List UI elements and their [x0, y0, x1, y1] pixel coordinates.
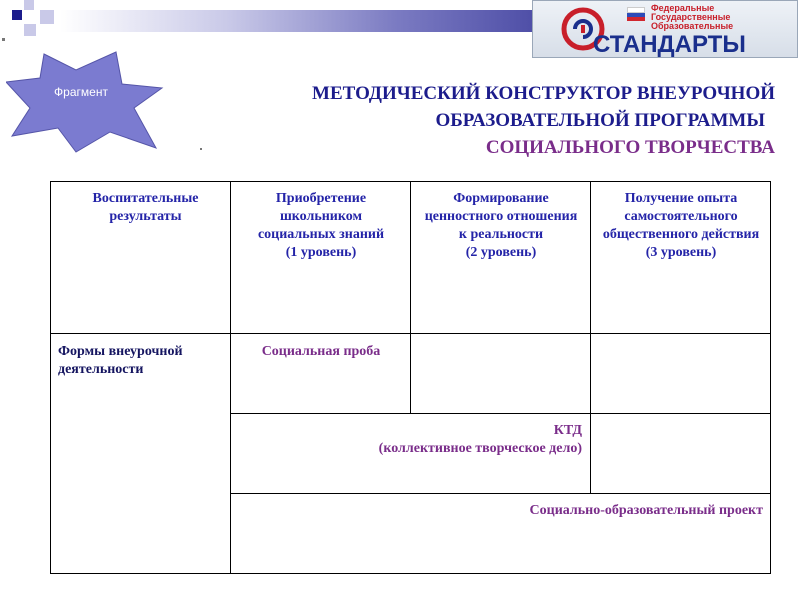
constructor-table [50, 181, 771, 574]
header-gradient-bar [60, 10, 540, 32]
table-grid-line [230, 493, 770, 494]
forms-label: Формы внеурочной деятельности [58, 344, 183, 377]
form-social-trial: Социальная проба [261, 344, 381, 359]
title-line-3: СОЦИАЛЬНОГО ТВОРЧЕСТВА [485, 137, 775, 158]
title-line-2: ОБРАЗОВАТЕЛЬНОЙ ПРОГРАММЫ [435, 110, 765, 131]
logo-subtitle-line: Государственные [651, 12, 731, 22]
russian-flag-icon [627, 7, 645, 19]
table-grid-line [410, 182, 411, 413]
form-social-educational-project: Социально-образовательный проект [529, 503, 763, 518]
form-ktd: КТД (коллективное творческое дело) [378, 423, 582, 456]
title-line-1: МЕТОДИЧЕСКИЙ КОНСТРУКТОР ВНЕУРОЧНОЙ [312, 83, 775, 104]
header-cell-level-1: Приобретение школьником социальных знаний (1 уровень) [257, 191, 385, 260]
deco-square [40, 10, 54, 24]
table-grid-line [230, 413, 770, 414]
badge-label: Фрагмент [54, 85, 108, 99]
table-grid-line [230, 182, 231, 573]
deco-dot [200, 148, 202, 150]
deco-square [12, 10, 22, 20]
header-cell-level-2: Формирование ценностного отношения к реальности (2 уровень) [424, 191, 578, 260]
header-cell-results: Воспитательные результаты [92, 191, 199, 224]
header-cell-level-3: Получение опыта самостоятельного общественного действия (3 уровень) [602, 191, 760, 260]
deco-square [24, 0, 34, 10]
logo-main-text: СТАНДАРТЫ [593, 31, 746, 58]
page-title [210, 80, 775, 161]
logo-subtitle-line: Образовательные [651, 21, 734, 31]
table-grid-line [51, 333, 770, 334]
fgos-logo [532, 0, 798, 58]
logo-subtitle-line: Федеральные [651, 3, 715, 13]
table-grid-line [590, 182, 591, 493]
deco-square [2, 38, 5, 41]
deco-square [24, 24, 36, 36]
logo-subtitle [651, 4, 733, 31]
